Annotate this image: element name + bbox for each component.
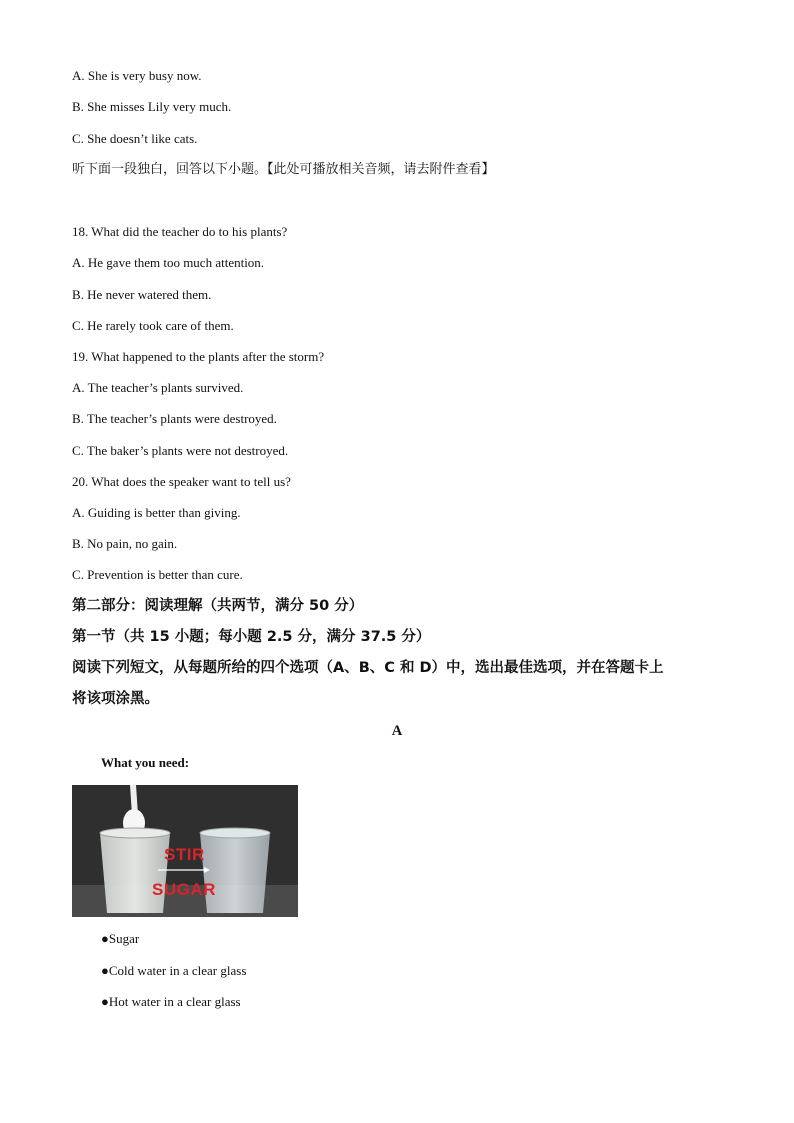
question-19: 19. What happened to the plants after the storm? [72,349,325,364]
question-19-option-b: B. The teacher’s plants were destroyed. [72,411,277,426]
what-you-need-heading: What you need: [101,755,190,770]
question-18-option-a: A. He gave them too much attention. [72,255,265,270]
question-20-option-b: B. No pain, no gain. [72,536,178,551]
stir-label: STIR [164,845,205,864]
left-glass [100,833,170,913]
list-item-sugar: ●Sugar [101,931,140,946]
option-a: A. She is very busy now. [72,68,202,83]
question-20: 20. What does the speaker want to tell us? [72,474,291,489]
question-18: 18. What did the teacher do to his plants? [72,224,288,239]
part-two-heading: 第二部分：阅读理解（共两节，满分 50 分） [72,598,364,614]
passage-label: A [391,723,403,739]
sugar-label: SUGAR [152,880,216,899]
question-18-option-c: C. He rarely took care of them. [72,318,234,333]
question-20-option-a: A. Guiding is better than giving. [72,505,241,520]
reading-instruction-line2: 将该项涂黑。 [72,691,159,707]
question-19-option-c: C. The baker’s plants were not destroyed. [72,443,289,458]
audio-instruction: 听下面一段独白，回答以下小题。【此处可播放相关音频，请去附件查看】 [72,162,495,177]
list-item-cold-water: ●Cold water in a clear glass [101,963,247,978]
option-b: B. She misses Lily very much. [72,99,232,114]
option-c: C. She doesn’t like cats. [72,131,198,146]
section-one-heading: 第一节（共 15 小题；每小题 2.5 分，满分 37.5 分） [72,629,431,645]
reading-instruction-line1: 阅读下列短文，从每题所给的四个选项（A、B、C 和 D）中，选出最佳选项，并在答题卡上 [72,660,664,676]
question-18-option-b: B. He never watered them. [72,287,212,302]
list-item-hot-water: ●Hot water in a clear glass [101,994,241,1009]
question-20-option-c: C. Prevention is better than cure. [72,567,243,582]
question-19-option-a: A. The teacher’s plants survived. [72,380,244,395]
right-glass [200,833,270,913]
sugar-experiment-photo [72,785,298,917]
